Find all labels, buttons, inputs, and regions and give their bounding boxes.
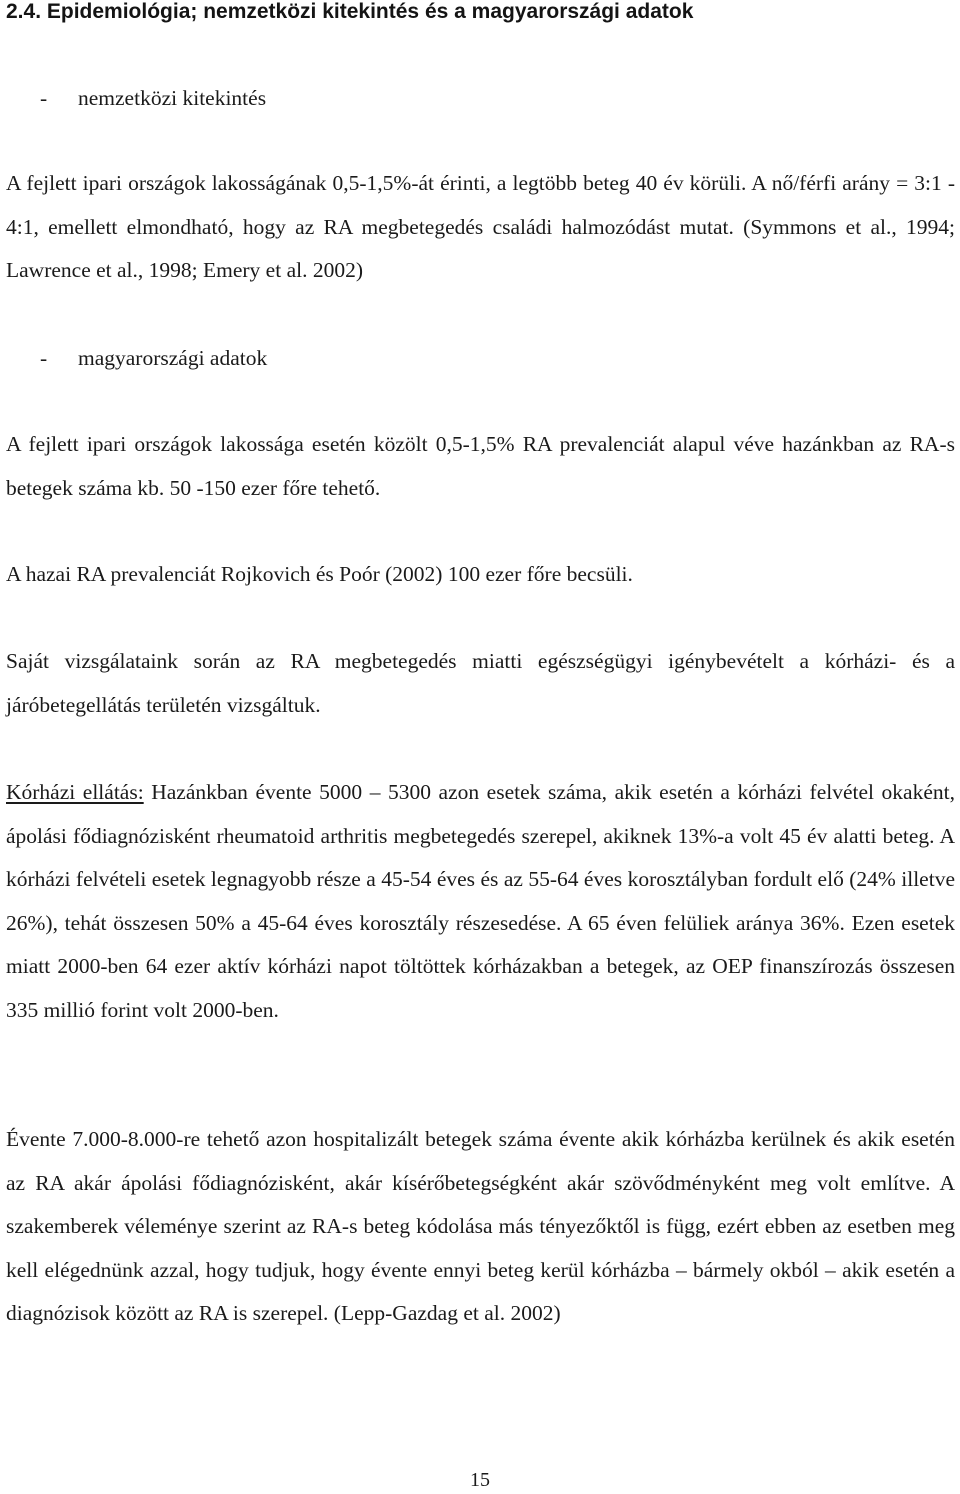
paragraph-hospital-care — [6, 771, 955, 1033]
paragraph-own-study: Saját vizsgálataink során az RA megbetegedés miatti egészségügyi igénybevételt a kórházi- és a járóbetegellátás területén vizsgáltuk. — [6, 649, 955, 717]
bullet-dash: - — [40, 86, 48, 110]
paragraph-hospitalized: Évente 7.000-8.000-re tehető azon hospitalizált betegek száma évente akik kórházba kerülnek és akik esetén az RA akár ápolási fődiagnózisként, akár kísérőbetegségként akár szövődményként meg volt említve. A szakemberek véleménye szerint az RA-s beteg kódolása más tényezőktől is függ, ezért ebben az esetben meg kell elégednünk azzal, hogy tudjuk, hogy évente ennyi beteg kerül kórházba – bármely okból – akik esetén a diagnózisok között az RA is szerepel. (Lepp-Gazdag et al. 2002) — [6, 1127, 955, 1326]
subsection-label: nemzetközi kitekintés — [78, 86, 267, 110]
subsection-label: magyarországi adatok — [78, 346, 268, 370]
paragraph-international: A fejlett ipari országok lakosságának 0,5-1,5%-át érinti, a legtöbb beteg 40 év körüli. A nő/férfi arány = 3:1 - 4:1, emellett elmondható, hogy az RA megbetegedés családi halmozódást mutat. (Symmons et al., 1994; Lawrence et al., 1998; Emery et al. 2002) — [6, 171, 955, 283]
page-number: 15 — [470, 1469, 490, 1491]
bullet-dash: - — [40, 346, 48, 370]
hospital-care-lead: Kórházi ellátás: — [6, 780, 144, 804]
paragraph-estimate: A hazai RA prevalenciát Rojkovich és Poór (2002) 100 ezer főre becsüli. — [6, 562, 633, 586]
hospital-care-text: Hazánkban évente 5000 – 5300 azon esetek száma, akik esetén a kórházi felvétel okaként, ápolási fődiagnózisként rheumatoid arthritis megbetegedés szerepel, akiknek 13%-a volt 45 év alatti beteg. A kórházi felvételi esetek legnagyobb része a 45-54 éves és az 55-64 éves korosztályban fordult elő (24% illetve 26%), tehát összesen 50% a 45-64 éves korosztály részesedése. A 65 éven felüliek aránya 36%. Ezen esetek miatt 2000-ben 64 ezer aktív kórházi napot töltöttek kórházakban a betegek, az OEP finanszírozás összesen 335 millió forint volt 2000-ben. — [6, 780, 955, 1022]
paragraph-prevalence: A fejlett ipari országok lakossága esetén közölt 0,5-1,5% RA prevalenciát alapul véve hazánkban az RA-s betegek száma kb. 50 -150 ezer főre tehető. — [6, 432, 955, 500]
subsection-international — [40, 83, 266, 113]
subsection-hungarian — [40, 343, 267, 373]
section-heading: 2.4. Epidemiológia; nemzetközi kitekintés és a magyarországi adatok — [6, 0, 694, 23]
